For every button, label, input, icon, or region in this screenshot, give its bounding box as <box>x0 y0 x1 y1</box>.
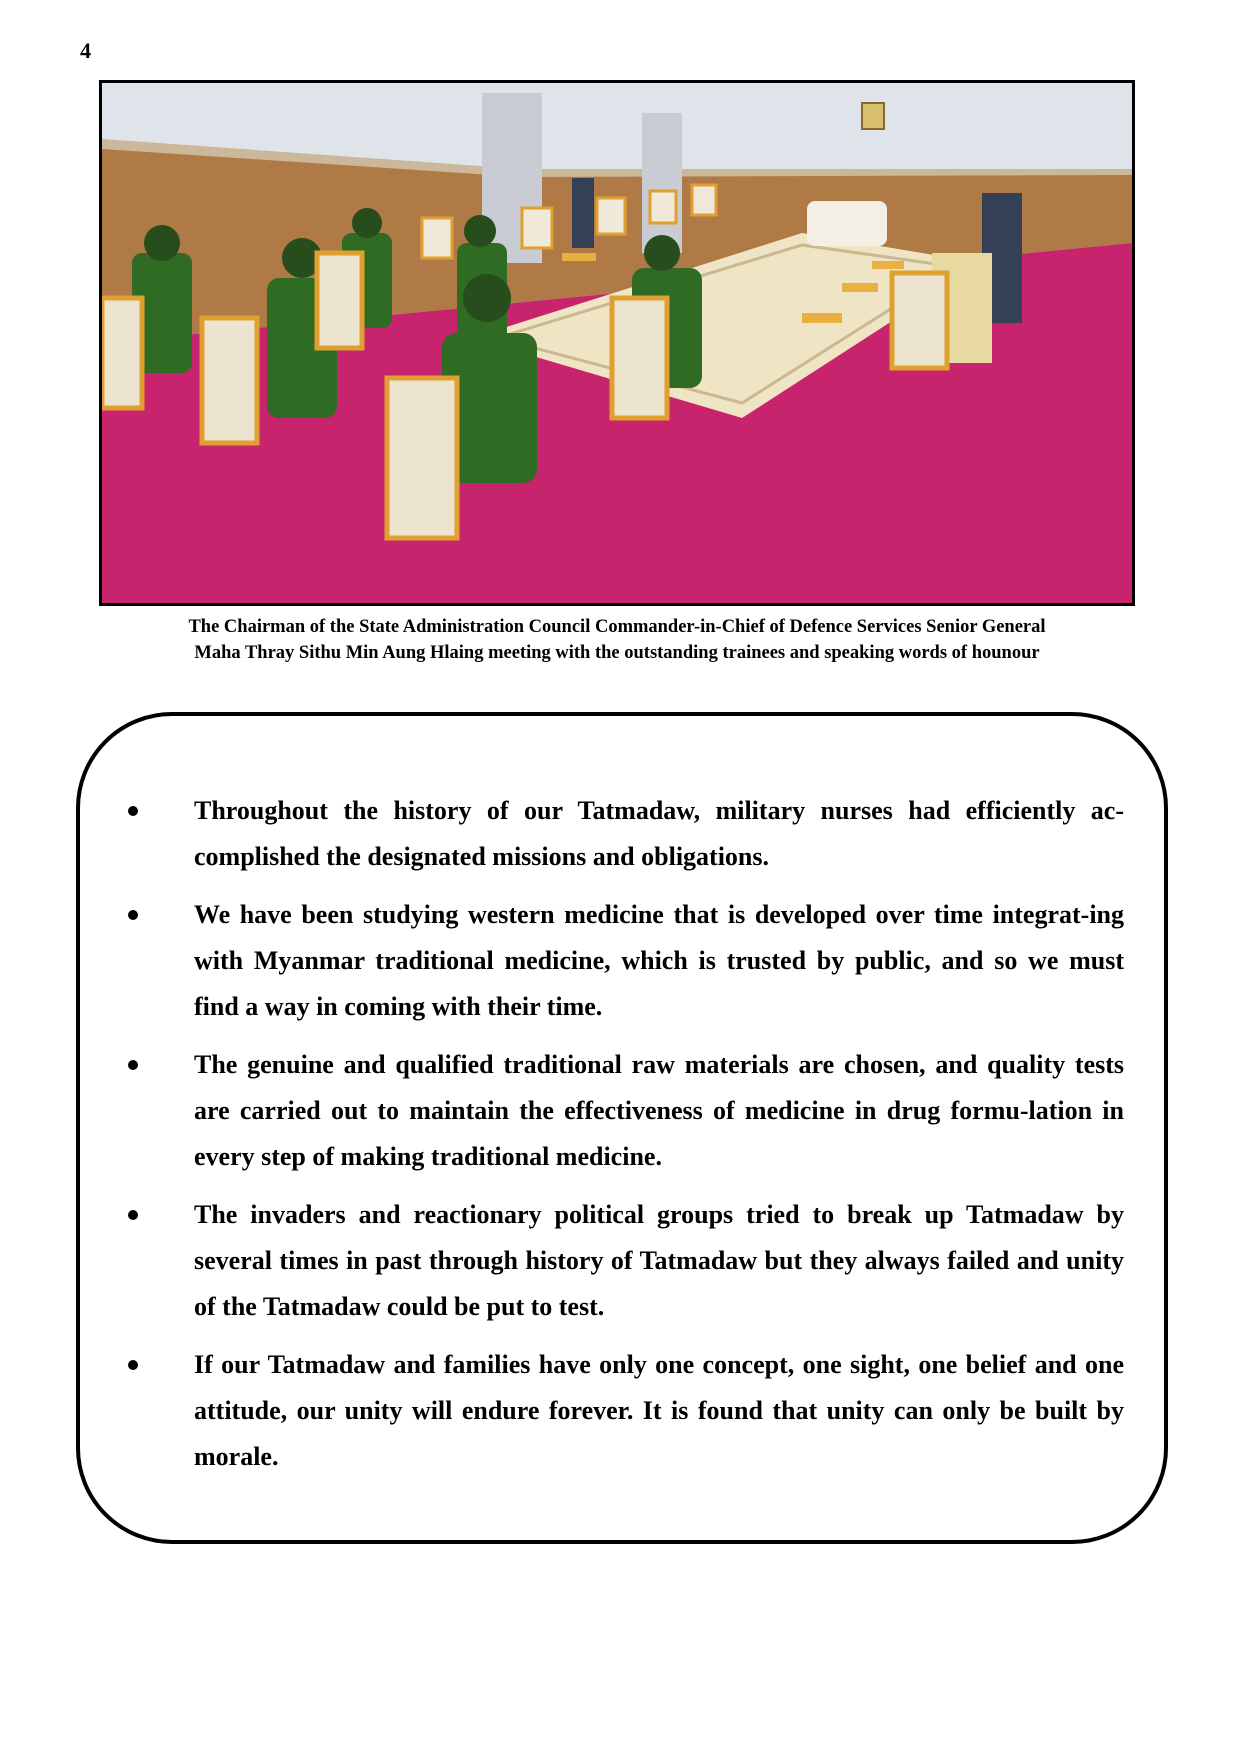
caption-line-2: Maha Thray Sithu Min Aung Hlaing meeting with the outstanding trainees and speaking words of hounour <box>194 643 1040 663</box>
bullet-icon <box>128 806 138 816</box>
bullet-icon <box>128 1210 138 1220</box>
caption-line-1: The Chairman of the State Administration Council Commander-in-Chief of Defence Services Senior General <box>188 617 1046 637</box>
key-point-5 <box>120 1342 1124 1480</box>
bullet-icon <box>128 1060 138 1070</box>
wall-portrait <box>862 103 884 129</box>
key-point-text: We have been studying western medicine that is developed over time integrat-ing with Myanmar traditional medicine, which is trusted by public, and so we must find a way in coming with their time. <box>194 900 1124 1021</box>
key-points-box <box>76 712 1168 1544</box>
key-point-text: The genuine and qualified traditional raw materials are chosen, and quality tests are carried out to maintain the effectiveness of medicine in drug formu-lation in every step of making traditional medicine. <box>194 1050 1124 1171</box>
page-number: 4 <box>80 38 91 63</box>
meeting-photo-illustration <box>102 83 1132 603</box>
photo-caption <box>99 614 1135 666</box>
head-sofa <box>807 201 887 246</box>
key-points-list <box>120 788 1124 1492</box>
curtain-right <box>642 113 682 253</box>
key-point-1 <box>120 788 1124 880</box>
cameraman-back <box>572 178 594 248</box>
bullet-icon <box>128 1360 138 1370</box>
key-point-2 <box>120 892 1124 1030</box>
key-point-3 <box>120 1042 1124 1180</box>
key-point-text: Throughout the history of our Tatmadaw, military nurses had efficiently ac-complished the designated missions and obligations. <box>194 796 1124 871</box>
meeting-photo <box>99 80 1135 606</box>
key-point-4 <box>120 1192 1124 1330</box>
bullet-icon <box>128 910 138 920</box>
key-point-text: The invaders and reactionary political groups tried to break up Tatmadaw by several times in past through history of Tatmadaw but they always failed and unity of the Tatmadaw could be put to test. <box>194 1200 1124 1321</box>
key-point-text: If our Tatmadaw and families have only one concept, one sight, one belief and one attitude, our unity will endure forever. It is found that unity can only be built by morale. <box>194 1350 1124 1471</box>
